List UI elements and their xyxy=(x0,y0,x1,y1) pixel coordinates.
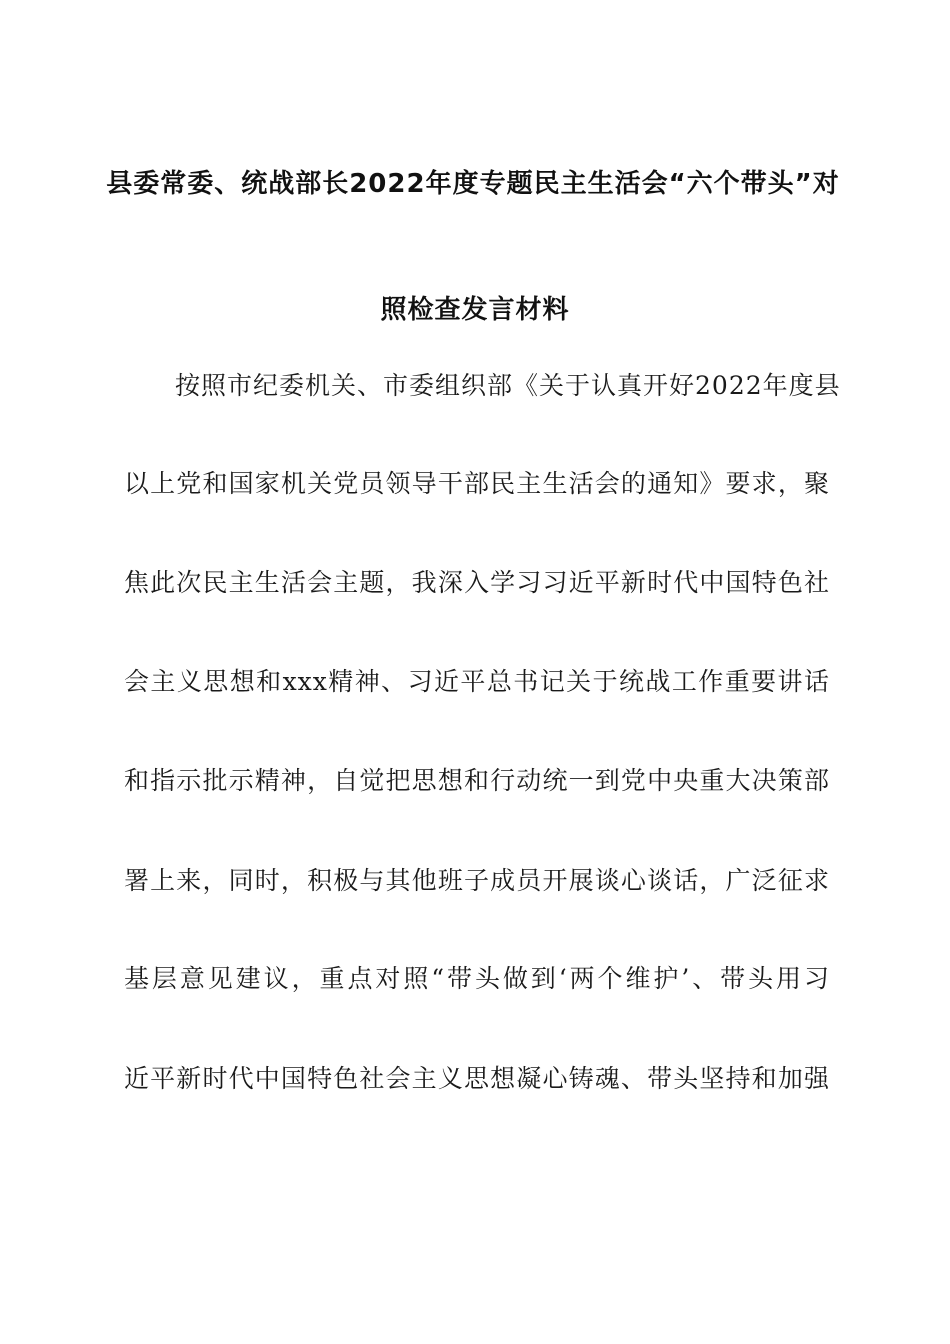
paragraph-line-4: 会主义思想和xxx精神、习近平总书记关于统战工作重要讲话 xyxy=(124,667,830,696)
paragraph-line-1: 按照市纪委机关、市委组织部《关于认真开好2022年度县 xyxy=(175,371,841,400)
paragraph-line-3: 焦此次民主生活会主题，我深入学习习近平新时代中国特色社 xyxy=(124,568,830,597)
paragraph-line-6: 署上来，同时，积极与其他班子成员开展谈心谈话，广泛征求 xyxy=(124,866,830,895)
paragraph-line-8: 近平新时代中国特色社会主义思想凝心铸魂、带头坚持和加强 xyxy=(124,1064,830,1093)
paragraph-line-5: 和指示批示精神，自觉把思想和行动统一到党中央重大决策部 xyxy=(124,766,830,795)
paragraph-line-7: 基层意见建议，重点对照“带头做到‘两个维护’、带头用习 xyxy=(124,964,830,993)
paragraph-line-2: 以上党和国家机关党员领导干部民主生活会的通知》要求，聚 xyxy=(124,469,830,498)
document-title-line-2: 照检查发言材料 xyxy=(380,295,570,325)
document-title-line-1: 县委常委、统战部长2022年度专题民主生活会“六个带头”对 xyxy=(106,169,840,199)
